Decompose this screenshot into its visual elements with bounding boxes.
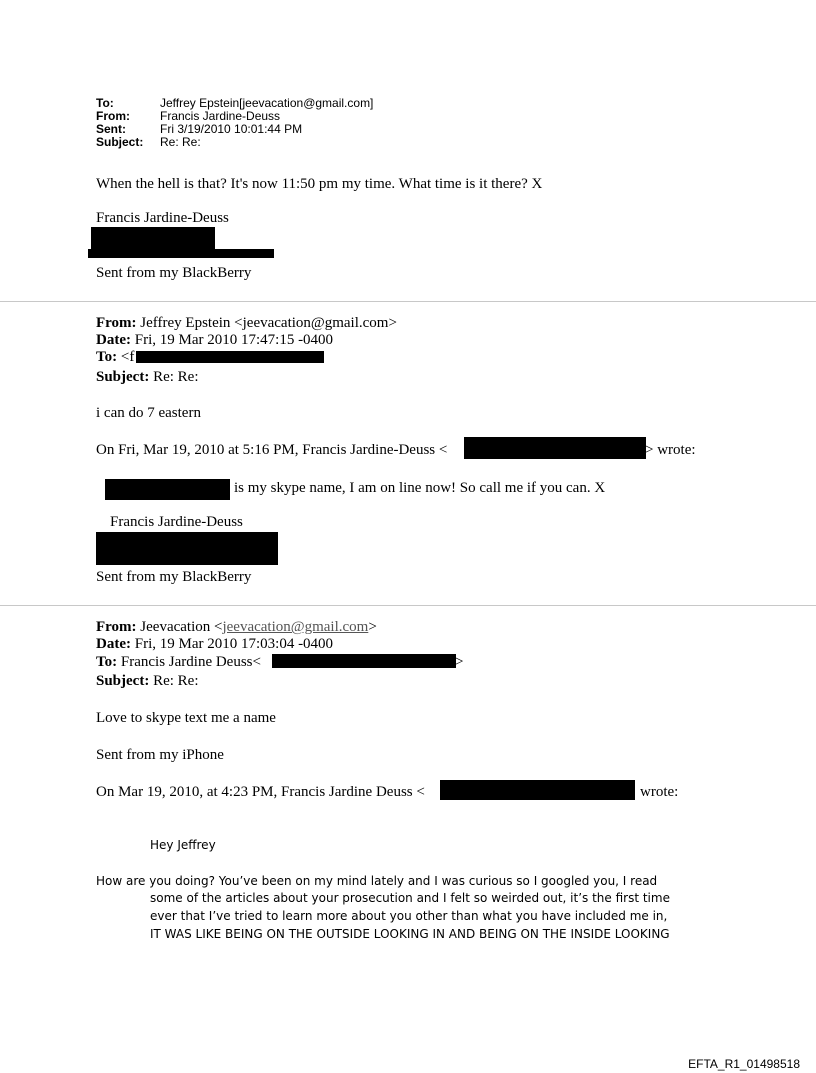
- quoted-paragraph-line-3: ever that I’ve tried to learn more about you other than what you have included me in,: [150, 909, 668, 923]
- redaction-block: [105, 479, 230, 500]
- msg2-subject-value: Re: Re:: [153, 369, 199, 385]
- header-subject-row: [96, 136, 373, 149]
- msg3-to-close: >: [455, 654, 464, 670]
- msg2-date-value: Fri, 19 Mar 2010 17:47:15 -0400: [134, 332, 334, 348]
- sent-label: Sent:: [96, 122, 126, 136]
- quoted-paragraph-line-1: How are you doing? You’ve been on my mind lately and I was curious so I googled you, I read: [96, 874, 658, 888]
- msg2-quote-intro: On Fri, Mar 19, 2010 at 5:16 PM, Francis Jardine-Deuss <: [96, 442, 448, 458]
- msg2-body: i can do 7 eastern: [96, 405, 201, 421]
- msg2-to-row: [96, 348, 134, 366]
- msg3-from-close: >: [368, 619, 377, 635]
- quoted-greeting: Hey Jeffrey: [150, 838, 216, 852]
- msg3-date-row: [96, 635, 333, 653]
- redaction-block: [464, 437, 646, 459]
- msg2-from-label: From:: [96, 315, 137, 331]
- redaction-block: [91, 227, 215, 251]
- msg2-sent-from: Sent from my BlackBerry: [96, 569, 252, 585]
- divider: [0, 605, 816, 606]
- msg2-from-row: [96, 314, 397, 332]
- msg2-subject-label: Subject:: [96, 369, 150, 385]
- msg3-quote-intro: On Mar 19, 2010, at 4:23 PM, Francis Jardine Deuss <: [96, 784, 425, 800]
- msg3-sent-from: Sent from my iPhone: [96, 747, 224, 763]
- redaction-block: [136, 351, 324, 363]
- msg3-subject-value: Re: Re:: [153, 673, 199, 689]
- sent-value: Fri 3/19/2010 10:01:44 PM: [160, 122, 303, 136]
- msg2-to-value: <f: [120, 349, 135, 365]
- to-value: Jeffrey Epstein[jeevacation@gmail.com]: [160, 96, 374, 110]
- msg2-from-value: Jeffrey Epstein <jeevacation@gmail.com>: [140, 315, 397, 331]
- msg2-signature: Francis Jardine-Deuss: [110, 514, 243, 530]
- msg2-to-label: To:: [96, 349, 118, 365]
- to-label: To:: [96, 96, 114, 110]
- msg1-sent-from: Sent from my BlackBerry: [96, 265, 252, 281]
- redaction-block: [88, 249, 274, 258]
- subject-label: Subject:: [96, 135, 144, 149]
- msg3-from-email-link[interactable]: jeevacation@gmail.com: [222, 619, 369, 635]
- msg3-date-label: Date:: [96, 636, 131, 652]
- msg3-from-name: Jeevacation <: [140, 619, 223, 635]
- msg3-body: Love to skype text me a name: [96, 710, 276, 726]
- msg3-date-value: Fri, 19 Mar 2010 17:03:04 -0400: [134, 636, 334, 652]
- from-value: Francis Jardine-Deuss: [160, 109, 281, 123]
- msg2-subject-row: [96, 368, 199, 386]
- email-header: [96, 97, 373, 149]
- msg2-date-label: Date:: [96, 332, 131, 348]
- quoted-paragraph-line-2: some of the articles about your prosecution and I felt so weirded out, it’s the first time: [150, 891, 670, 905]
- msg2-skype-line: is my skype name, I am on line now! So call me if you can. X: [234, 480, 606, 496]
- divider: [0, 301, 816, 302]
- quoted-paragraph-line-4: IT WAS LIKE BEING ON THE OUTSIDE LOOKING IN AND BEING ON THE INSIDE LOOKING: [150, 927, 670, 941]
- msg3-to-value: Francis Jardine Deuss<: [120, 654, 261, 670]
- msg3-quote-wrote: wrote:: [640, 784, 679, 800]
- msg3-from-label: From:: [96, 619, 137, 635]
- msg3-subject-row: [96, 672, 199, 690]
- redaction-block: [272, 654, 456, 668]
- msg3-to-label: To:: [96, 654, 118, 670]
- msg2-date-row: [96, 331, 333, 349]
- msg3-subject-label: Subject:: [96, 673, 150, 689]
- document-id: EFTA_R1_01498518: [688, 1057, 800, 1071]
- redaction-block: [96, 532, 278, 565]
- subject-value: Re: Re:: [160, 135, 201, 149]
- redaction-block: [440, 780, 635, 800]
- msg1-body: When the hell is that? It's now 11:50 pm my time. What time is it there? X: [96, 176, 543, 192]
- msg1-signature: Francis Jardine-Deuss: [96, 210, 229, 226]
- msg3-to-row: [96, 653, 261, 671]
- msg3-from-row: [96, 618, 377, 636]
- msg2-quote-wrote: > wrote:: [645, 442, 696, 458]
- from-label: From:: [96, 109, 130, 123]
